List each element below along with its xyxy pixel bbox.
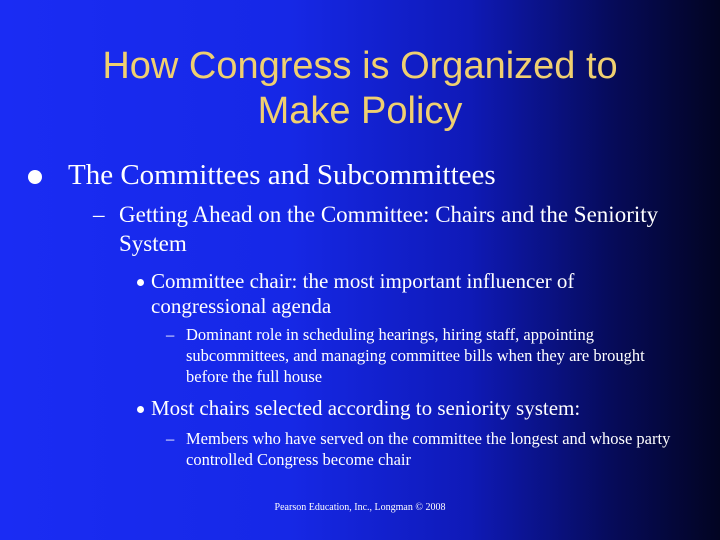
bullet-dot-icon [137,406,144,413]
title-line-2: Make Policy [257,90,463,132]
point1-detail-text: Dominant role in scheduling hearings, hiring staff, appointing subcommittees, and managing committee bills when they are brought before the full house [186,325,645,386]
dash-icon: – [93,202,105,227]
bullet-committees [68,158,496,192]
point1-text: Committee chair: the most important influencer of congressional agenda [151,269,575,318]
bullet-dot-icon [137,279,144,286]
sub-bullet-chairs-seniority [93,200,659,258]
dash-icon: – [166,325,175,344]
point-committee-chair [151,269,671,319]
heading-text: The Committees and Subcommittees [68,159,496,191]
detail-members-served [166,428,686,470]
point2-detail-text: Members who have served on the committee the longest and whose party controlled Congress become chair [186,429,671,469]
detail-dominant-role [166,324,686,387]
subheading-text: Getting Ahead on the Committee: Chairs and the Seniority System [119,202,659,256]
title-line-1: How Congress is Organized to [102,45,618,87]
bullet-dot-icon [28,170,42,184]
point-seniority [151,396,671,421]
dash-icon: – [166,429,175,448]
slide-footer: Pearson Education, Inc., Longman © 2008 [274,502,446,513]
point2-text: Most chairs selected according to seniority system: [151,396,581,420]
slide-title [20,44,700,134]
